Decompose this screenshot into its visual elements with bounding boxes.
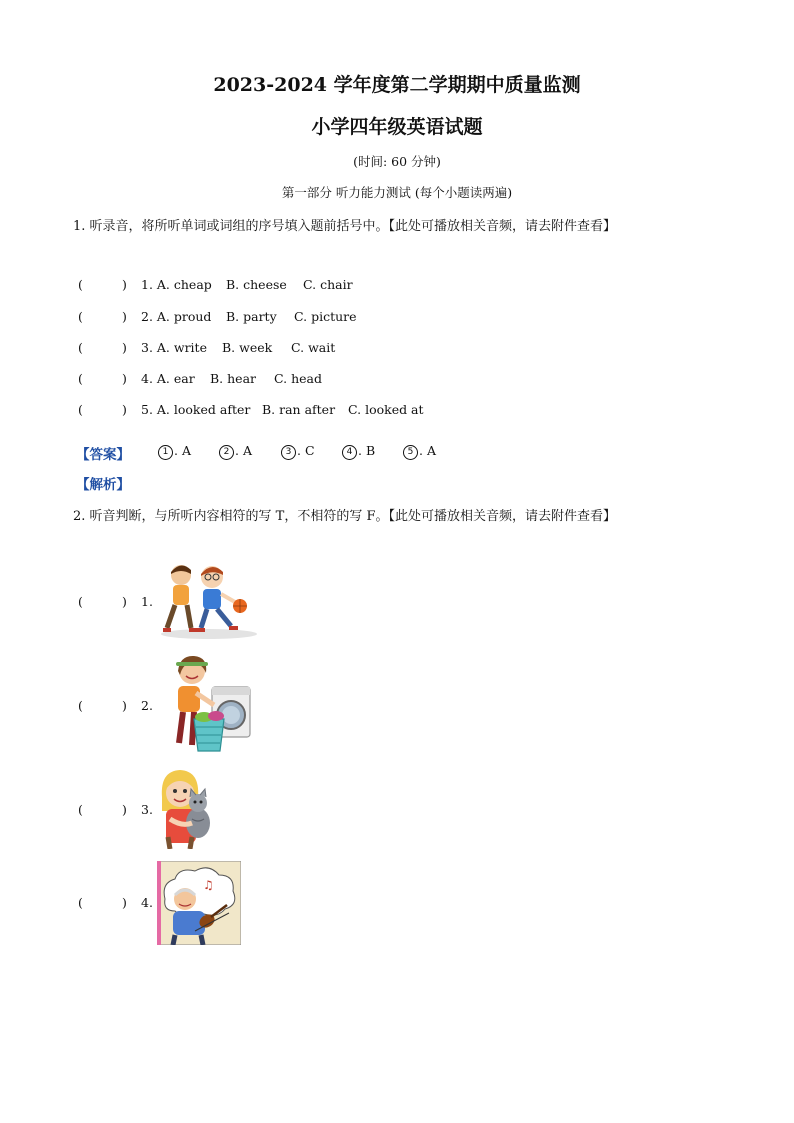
option-b: B. party (226, 309, 277, 324)
q2-instruction: 2. 听音判断，与所听内容相符的写 T，不相符的写 F。【此处可播放相关音频，请去附件查看】 (73, 509, 616, 524)
item-number: 2. (141, 698, 153, 713)
kids-playing-basketball-picture (157, 562, 259, 640)
option-b: B. cheese (226, 277, 287, 292)
option-c: C. picture (294, 309, 357, 324)
circled-number: 3 (281, 445, 296, 460)
circled-number: 1 (158, 445, 173, 460)
option-a: 4. A. ear (141, 371, 195, 386)
paren-right: ) (122, 698, 127, 713)
paren-right: ) (122, 309, 127, 324)
option-a: 1. A. cheap (141, 277, 212, 292)
paren-right: ) (122, 371, 127, 386)
answer-5 (403, 443, 436, 460)
item-number: 1. (141, 594, 153, 609)
answer-3 (281, 443, 315, 460)
circled-number: 2 (219, 445, 234, 460)
exam-time: (时间: 60 分钟) (353, 154, 441, 169)
option-a: 5. A. looked after (141, 402, 251, 417)
answer-value: . C (297, 443, 315, 458)
q1-instruction: 1. 听录音，将所听单词或词组的序号填入题前括号中。【此处可播放相关音频，请去附件查看】 (73, 219, 617, 234)
answer-4 (342, 443, 375, 460)
option-b: B. week (222, 340, 273, 355)
woman-doing-laundry-picture (166, 653, 254, 757)
answer-label: 【答案】 (76, 447, 130, 463)
paren-left: ( (78, 340, 83, 355)
paren-right: ) (122, 402, 127, 417)
item-number: 3. (141, 802, 153, 817)
paren-right: ) (122, 594, 127, 609)
answer-value: . B (358, 443, 376, 458)
answer-value: . A (235, 443, 252, 458)
option-b: B. hear (210, 371, 257, 386)
paren-right: ) (122, 895, 127, 910)
analysis-label: 【解析】 (76, 477, 130, 493)
svg-text:♫: ♫ (203, 878, 214, 892)
answer-2 (219, 443, 252, 460)
option-a: 2. A. proud (141, 309, 212, 324)
paren-left: ( (78, 698, 83, 713)
paren-left: ( (78, 594, 83, 609)
circled-number: 5 (403, 445, 418, 460)
answer-1 (158, 443, 191, 460)
answer-value: . A (174, 443, 191, 458)
exam-subtitle: 小学四年级英语试题 (311, 116, 483, 138)
paren-left: ( (78, 895, 83, 910)
man-playing-violin-picture (157, 861, 241, 945)
paren-right: ) (122, 802, 127, 817)
paren-left: ( (78, 309, 83, 324)
paren-left: ( (78, 371, 83, 386)
option-c: C. looked at (348, 402, 424, 417)
option-b: B. ran after (262, 402, 336, 417)
paren-left: ( (78, 277, 83, 292)
option-c: C. chair (303, 277, 353, 292)
paren-right: ) (122, 277, 127, 292)
paren-right: ) (122, 340, 127, 355)
girl-holding-cat-picture (158, 767, 216, 849)
paren-left: ( (78, 802, 83, 817)
part-heading: 第一部分 听力能力测试 (每个小题读两遍) (281, 185, 513, 200)
circled-number: 4 (342, 445, 357, 460)
option-c: C. wait (291, 340, 336, 355)
exam-title: 2023-2024 学年度第二学期期中质量监测 (213, 74, 581, 96)
answer-value: . A (419, 443, 436, 458)
item-number: 4. (141, 895, 153, 910)
option-a: 3. A. write (141, 340, 207, 355)
option-c: C. head (274, 371, 322, 386)
paren-left: ( (78, 402, 83, 417)
